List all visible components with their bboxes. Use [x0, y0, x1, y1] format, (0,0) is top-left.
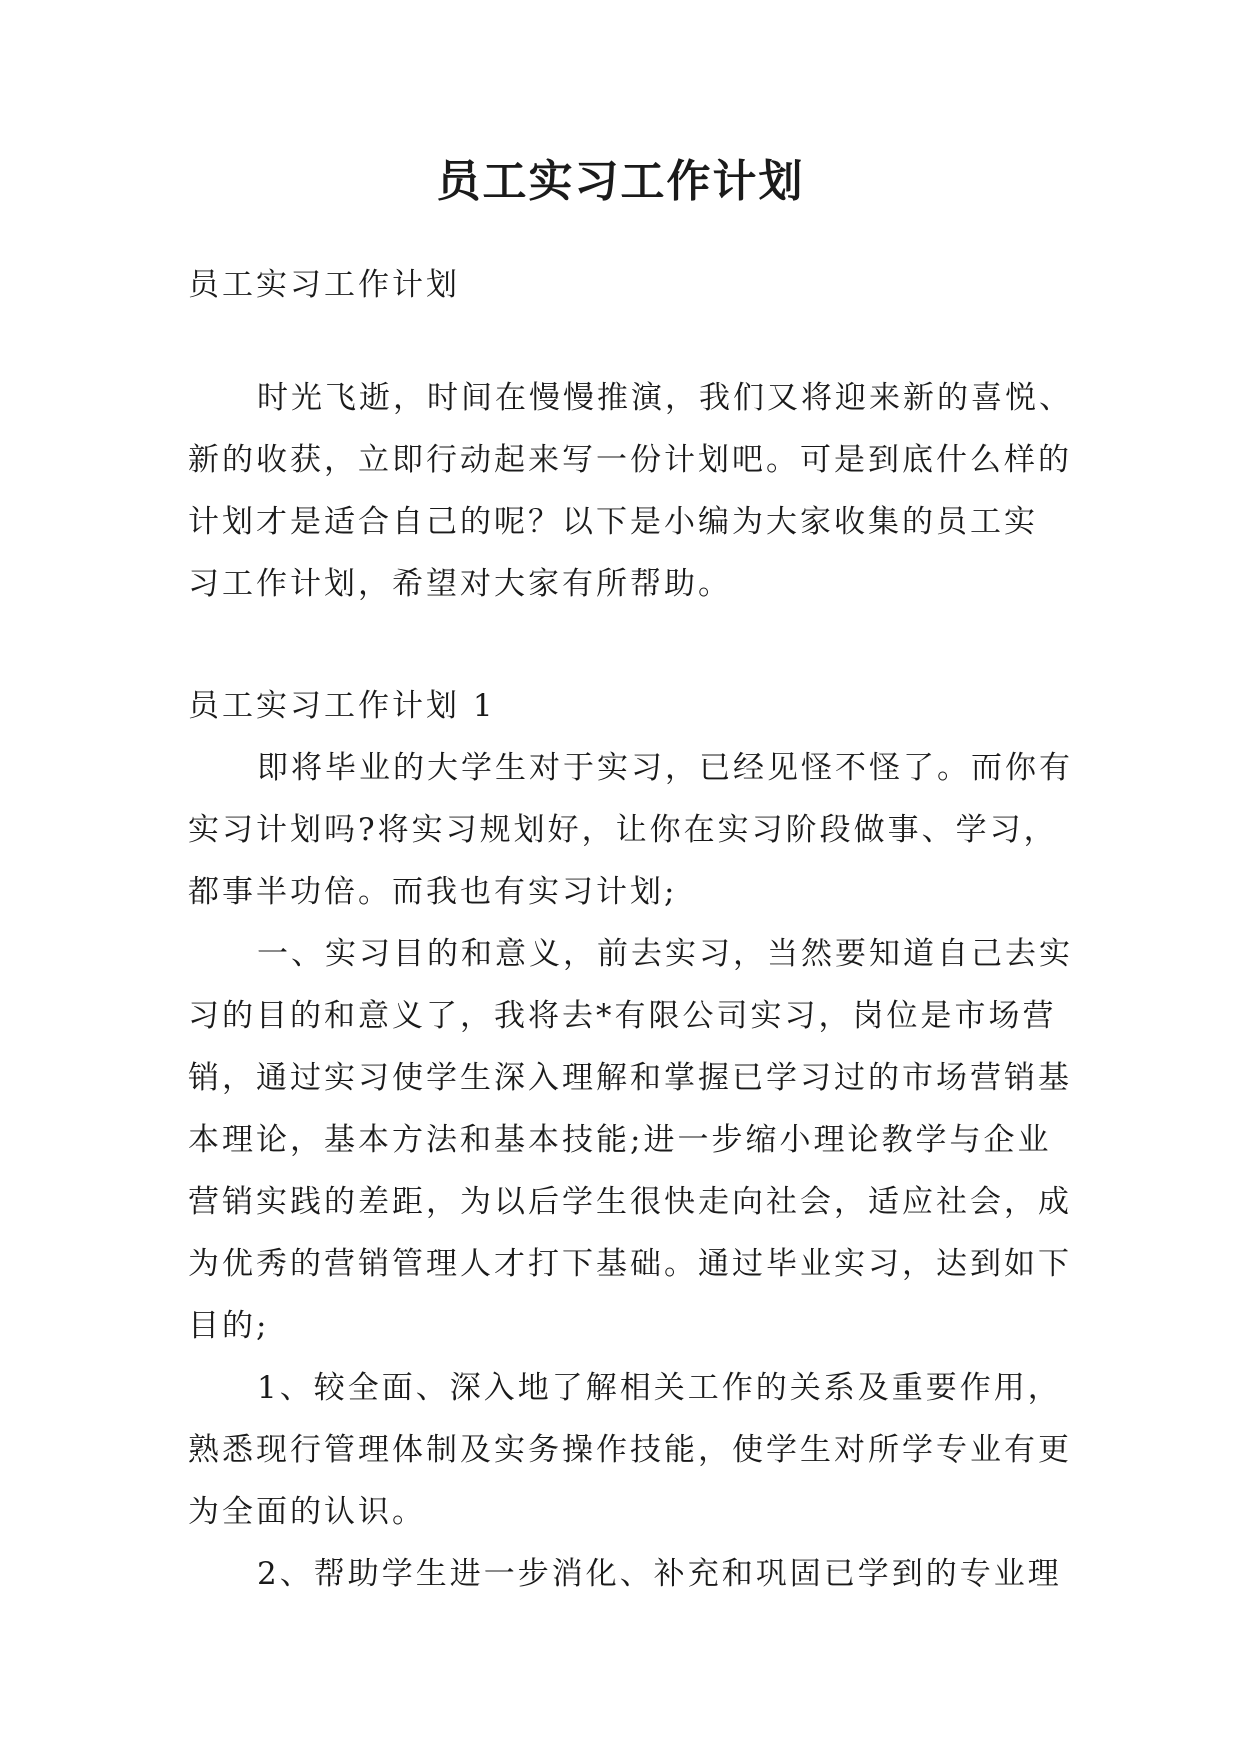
- para1-line-1: 即将毕业的大学生对于实习，已经见怪不怪了。而你有: [257, 750, 1073, 786]
- document-subtitle: 员工实习工作计划: [188, 267, 460, 303]
- para3-line-2: 熟悉现行管理体制及实务操作技能，使学生对所学专业有更: [188, 1432, 1072, 1468]
- intro-line-4: 习工作计划，希望对大家有所帮助。: [188, 566, 732, 602]
- para3-line-3: 为全面的认识。: [188, 1494, 426, 1530]
- para1-line-2: 实习计划吗?将实习规划好，让你在实习阶段做事、学习，: [188, 812, 1058, 848]
- intro-line-1: 时光飞逝，时间在慢慢推演，我们又将迎来新的喜悦、: [257, 380, 1073, 416]
- para2-line-3: 销，通过实习使学生深入理解和掌握已学习过的市场营销基: [188, 1060, 1072, 1096]
- document-title: 员工实习工作计划: [436, 156, 805, 207]
- para2-line-1: 一、实习目的和意义，前去实习，当然要知道自己去实: [257, 936, 1073, 972]
- intro-line-2: 新的收获，立即行动起来写一份计划吧。可是到底什么样的: [188, 442, 1072, 478]
- para1-line-3: 都事半功倍。而我也有实习计划;: [188, 874, 678, 910]
- para2-line-6: 为优秀的营销管理人才打下基础。通过毕业实习，达到如下: [188, 1246, 1072, 1282]
- intro-line-3: 计划才是适合自己的呢？以下是小编为大家收集的员工实: [188, 504, 1038, 540]
- para4-line-1: 2、帮助学生进一步消化、补充和巩固已学到的专业理: [257, 1556, 1062, 1592]
- para3-line-1: 1、较全面、深入地了解相关工作的关系及重要作用，: [257, 1370, 1062, 1406]
- para2-line-5: 营销实践的差距，为以后学生很快走向社会，适应社会，成: [188, 1184, 1072, 1220]
- para2-line-4: 本理论，基本方法和基本技能;进一步缩小理论教学与企业: [188, 1122, 1052, 1158]
- para2-line-7: 目的;: [188, 1308, 270, 1344]
- section-heading: 员工实习工作计划 1: [188, 688, 496, 724]
- para2-line-2: 习的目的和意义了，我将去*有限公司实习，岗位是市场营: [188, 998, 1057, 1034]
